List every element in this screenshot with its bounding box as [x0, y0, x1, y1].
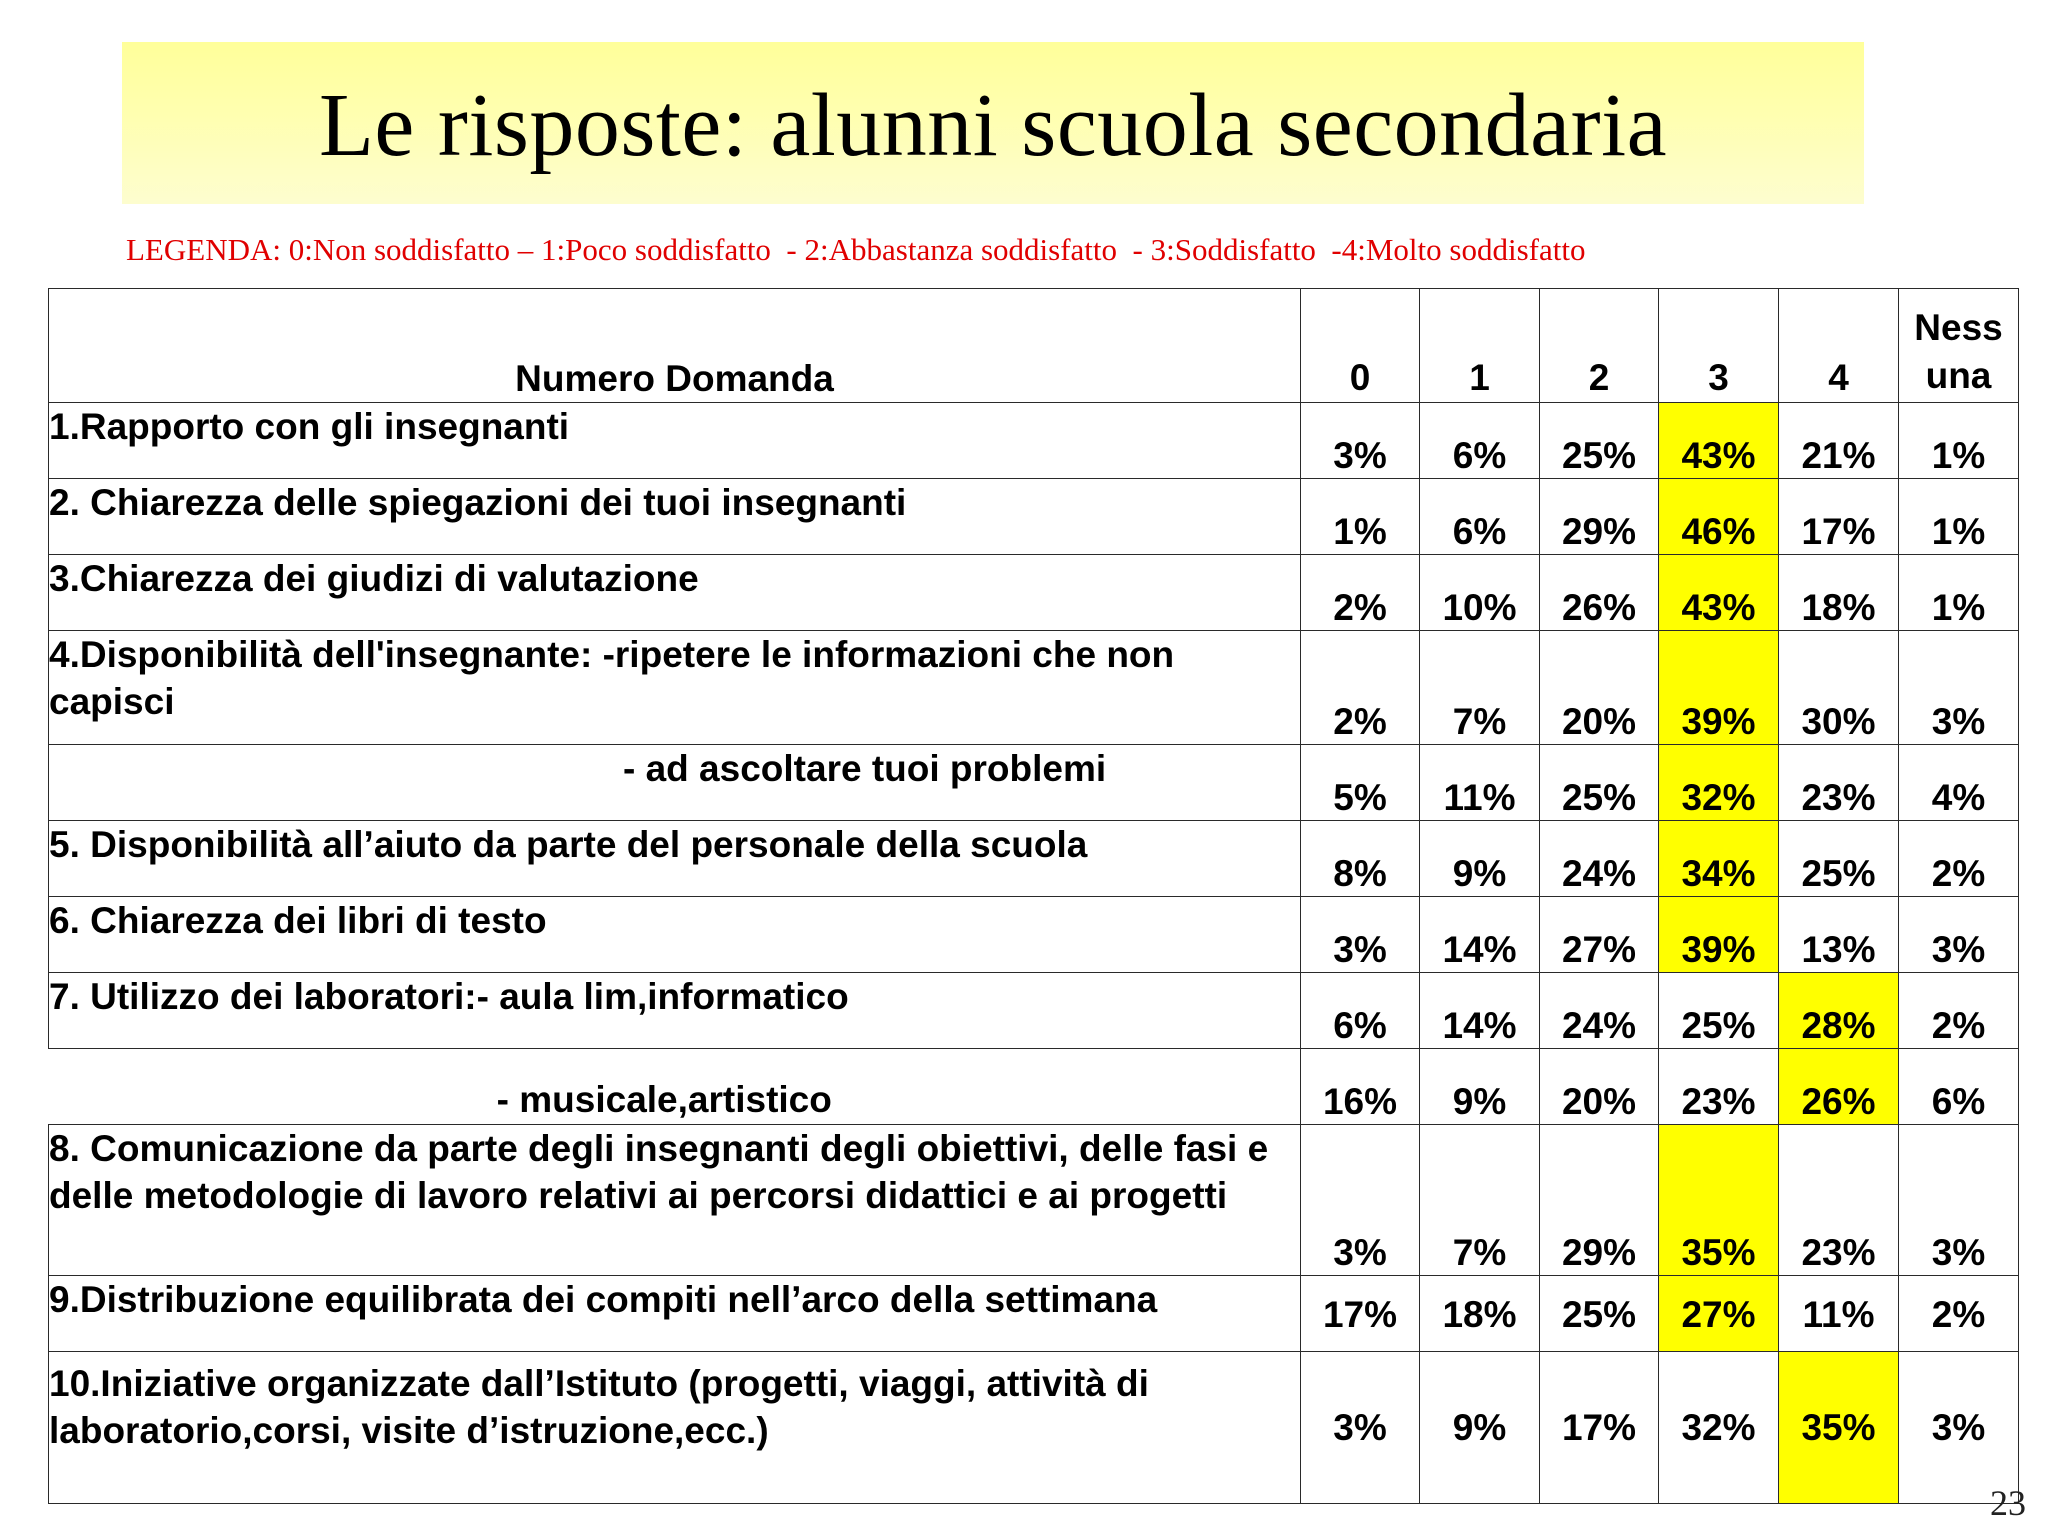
- value-cell: 29%: [1540, 1125, 1659, 1276]
- value-cell-highlighted: 39%: [1659, 631, 1779, 745]
- value-cell: 4%: [1899, 745, 2019, 821]
- value-cell-highlighted: 43%: [1659, 555, 1779, 631]
- value-cell-highlighted: 35%: [1659, 1125, 1779, 1276]
- value-cell: 11%: [1779, 1276, 1899, 1352]
- value-cell: 9%: [1420, 1049, 1540, 1125]
- value-cell: 6%: [1301, 973, 1420, 1049]
- value-cell: 2%: [1301, 631, 1420, 745]
- question-subitem: - musicale,artistico: [496, 1079, 832, 1120]
- value-cell: 3%: [1301, 1352, 1420, 1504]
- table-row: [49, 1276, 2019, 1352]
- header-row: [49, 289, 2019, 403]
- value-cell: 20%: [1540, 1049, 1659, 1125]
- table-row: [49, 897, 2019, 973]
- value-cell: 25%: [1540, 403, 1659, 479]
- value-cell: 25%: [1659, 973, 1779, 1049]
- value-cell-highlighted: 26%: [1779, 1049, 1899, 1125]
- page-number: 23: [1990, 1483, 2026, 1523]
- value-cell: 6%: [1420, 403, 1540, 479]
- value-cell: 16%: [1301, 1049, 1420, 1125]
- value-cell: 9%: [1420, 821, 1540, 897]
- value-cell: 10%: [1420, 555, 1540, 631]
- value-cell: 17%: [1301, 1276, 1420, 1352]
- value-cell: 8%: [1301, 821, 1420, 897]
- value-cell: 14%: [1420, 897, 1540, 973]
- header-col-3: 3: [1659, 289, 1779, 403]
- value-cell: 26%: [1540, 555, 1659, 631]
- header-col-nessuna: Nessuna: [1899, 289, 2019, 403]
- value-cell: 13%: [1779, 897, 1899, 973]
- value-cell: 2%: [1899, 821, 2019, 897]
- value-cell: 3%: [1899, 631, 2019, 745]
- value-cell: 3%: [1301, 1125, 1420, 1276]
- legend: LEGENDA: 0:Non soddisfatto – 1:Poco soddisfatto - 2:Abbastanza soddisfatto - 3:Soddisfatto -4:Molto soddisfatto: [126, 232, 1586, 267]
- header-col-1: 1: [1420, 289, 1540, 403]
- value-cell: 23%: [1659, 1049, 1779, 1125]
- results-table: [48, 288, 2019, 1504]
- value-cell-highlighted: 46%: [1659, 479, 1779, 555]
- value-cell: 21%: [1779, 403, 1899, 479]
- table-row: [49, 1352, 2019, 1504]
- value-cell: 2%: [1899, 973, 2019, 1049]
- value-cell: 25%: [1779, 821, 1899, 897]
- question-cell: [49, 745, 1301, 821]
- question-cell: 4.Disponibilità dell'insegnante: -ripetere le informazioni che non capisci: [49, 631, 1301, 745]
- value-cell: 7%: [1420, 631, 1540, 745]
- table-row: [49, 745, 2019, 821]
- value-cell-highlighted: 34%: [1659, 821, 1779, 897]
- value-cell: 3%: [1899, 897, 2019, 973]
- header-question: Numero Domanda: [49, 289, 1301, 403]
- value-cell: 3%: [1301, 403, 1420, 479]
- value-cell: 1%: [1899, 403, 2019, 479]
- header-col-4: 4: [1779, 289, 1899, 403]
- question-cell: 2. Chiarezza delle spiegazioni dei tuoi insegnanti: [49, 479, 1301, 555]
- value-cell: 23%: [1779, 1125, 1899, 1276]
- question-cell: 9.Distribuzione equilibrata dei compiti nell’arco della settimana: [49, 1276, 1301, 1352]
- table-row: [49, 479, 2019, 555]
- value-cell-highlighted: 35%: [1779, 1352, 1899, 1504]
- value-cell: 3%: [1899, 1125, 2019, 1276]
- value-cell: 6%: [1899, 1049, 2019, 1125]
- value-cell-highlighted: 39%: [1659, 897, 1779, 973]
- value-cell: 25%: [1540, 745, 1659, 821]
- table-row: [49, 631, 2019, 745]
- value-cell: 1%: [1899, 555, 2019, 631]
- value-cell: 27%: [1540, 897, 1659, 973]
- question-cell: 1.Rapporto con gli insegnanti: [49, 403, 1301, 479]
- table-row: [49, 555, 2019, 631]
- question-cell: 5. Disponibilità all’aiuto da parte del personale della scuola: [49, 821, 1301, 897]
- table-row: [49, 821, 2019, 897]
- value-cell: 3%: [1301, 897, 1420, 973]
- value-cell: 23%: [1779, 745, 1899, 821]
- value-cell: 20%: [1540, 631, 1659, 745]
- value-cell: 18%: [1779, 555, 1899, 631]
- value-cell: 11%: [1420, 745, 1540, 821]
- value-cell-highlighted: 28%: [1779, 973, 1899, 1049]
- question-subitem: - ad ascoltare tuoi problemi: [623, 748, 1107, 789]
- value-cell: 32%: [1659, 1352, 1779, 1504]
- value-cell-highlighted: 43%: [1659, 403, 1779, 479]
- table-row: [49, 403, 2019, 479]
- value-cell: 1%: [1301, 479, 1420, 555]
- question-cell: 3.Chiarezza dei giudizi di valutazione: [49, 555, 1301, 631]
- table-row: [49, 973, 2019, 1049]
- question-cell: 7. Utilizzo dei laboratori:- aula lim,informatico: [49, 973, 1301, 1049]
- slide-title: Le risposte: alunni scuola secondaria: [318, 75, 1668, 175]
- value-cell-highlighted: 32%: [1659, 745, 1779, 821]
- value-cell: 2%: [1301, 555, 1420, 631]
- value-cell: 5%: [1301, 745, 1420, 821]
- value-cell: 24%: [1540, 973, 1659, 1049]
- value-cell: 9%: [1420, 1352, 1540, 1504]
- value-cell: 29%: [1540, 479, 1659, 555]
- table-row: [49, 1049, 2019, 1125]
- table-row: [49, 1125, 2019, 1276]
- header-col-0: 0: [1301, 289, 1420, 403]
- value-cell: 24%: [1540, 821, 1659, 897]
- value-cell: 25%: [1540, 1276, 1659, 1352]
- value-cell: 14%: [1420, 973, 1540, 1049]
- value-cell: 30%: [1779, 631, 1899, 745]
- question-cell: 10.Iniziative organizzate dall’Istituto (progetti, viaggi, attività di laboratorio,corsi, visite d’istruzione,ecc.): [49, 1352, 1301, 1504]
- value-cell: 17%: [1540, 1352, 1659, 1504]
- value-cell-highlighted: 27%: [1659, 1276, 1779, 1352]
- value-cell: 18%: [1420, 1276, 1540, 1352]
- value-cell: 7%: [1420, 1125, 1540, 1276]
- title-band: [122, 42, 1864, 204]
- question-cell: [49, 1049, 1301, 1125]
- value-cell: 17%: [1779, 479, 1899, 555]
- header-col-2: 2: [1540, 289, 1659, 403]
- value-cell: 2%: [1899, 1276, 2019, 1352]
- question-cell: 6. Chiarezza dei libri di testo: [49, 897, 1301, 973]
- value-cell: 1%: [1899, 479, 2019, 555]
- value-cell: 6%: [1420, 479, 1540, 555]
- question-cell: 8. Comunicazione da parte degli insegnanti degli obiettivi, delle fasi e delle metodologie di lavoro relativi ai percorsi didattici e ai progetti: [49, 1125, 1301, 1276]
- value-cell: 3%: [1899, 1352, 2019, 1504]
